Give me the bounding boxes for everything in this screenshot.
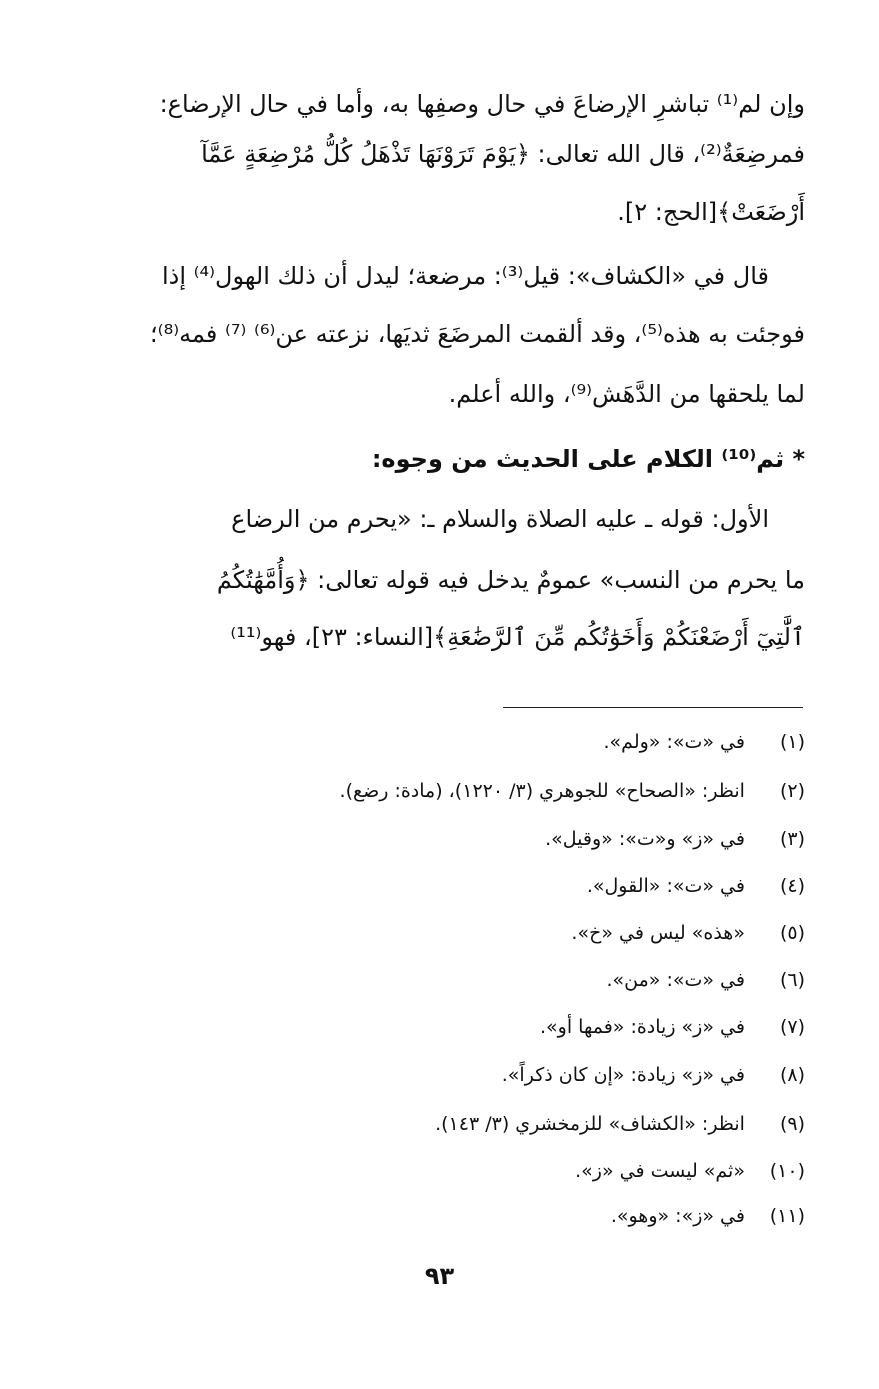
footnote-text: «هذه» ليس في «خ». [571,922,745,944]
footnote-number: (٦) [779,969,805,991]
footnote-number: (١١) [769,1205,805,1227]
footnote-number: (٣) [779,828,805,850]
footnote-text: في «ت»: «ولم». [603,731,745,753]
footnote-11 [77,1201,805,1231]
page-number: ٩٣ [424,1262,455,1290]
body-line-5: فوجئت به هذه⁽⁵⁾، وقد ألقمت المرضَعَ ثديَها، نزعته عن⁽⁶⁾ ⁽⁷⁾ فمه⁽⁸⁾؛ [150,320,805,348]
footnote-number: (٧) [779,1016,805,1038]
footnote-number: (١) [779,731,805,753]
footnote-number: (١٠) [769,1160,805,1182]
footnote-text: في «ز» زيادة: «إن كان ذكراً». [501,1064,745,1086]
section-heading: * ثم⁽¹⁰⁾ الكلام على الحديث من وجوه: [371,445,805,473]
footnote-number: (٢) [779,780,805,802]
body-line-6: لما يلحقها من الدَّهَش⁽⁹⁾، والله أعلم. [448,380,805,408]
footnote-9 [77,1109,805,1139]
footnote-text: في «ت»: «من». [606,969,745,991]
body-line-3: أَرْضَعَتْ﴾[الحج: ٢]. [617,198,805,226]
body-line-9: ما يحرم من النسب» عمومٌ يدخل فيه قوله تعالى: ﴿وَأُمَّهَٰتُكُمُ [216,566,805,594]
footnote-8 [77,1060,805,1090]
body-line-10: ٱلَّٰتِيٓ أَرْضَعْنَكُمْ وَأَخَوَٰتُكُم مِّنَ ٱلرَّضَٰعَةِ﴾[النساء: ٢٣]، فهو⁽¹¹⁾ [230,623,805,651]
footnote-2 [77,776,805,806]
footnote-number: (٥) [779,922,805,944]
footnote-4 [77,871,805,901]
body-line-4: قال في «الكشاف»: قيل⁽³⁾: مرضعة؛ ليدل أن ذلك الهول⁽⁴⁾ إذا [161,262,769,290]
footnote-text: في «ز» زيادة: «فمها أو». [540,1016,745,1038]
footnote-text: في «ز» و«ت»: «وقيل». [545,828,745,850]
footnote-5 [77,918,805,948]
body-line-8: الأول: قوله ـ عليه الصلاة والسلام ـ: «يحرم من الرضاع [231,505,769,533]
footnote-7 [77,1012,805,1042]
footnote-text: في «ز»: «وهو». [610,1205,745,1227]
footnote-text: «ثم» ليست في «ز». [575,1160,745,1182]
footnote-number: (٩) [779,1113,805,1135]
body-line-2: فمرضِعَةٌ⁽²⁾، قال الله تعالى: ﴿يَوْمَ تَرَوْنَهَا تَذْهَلُ كُلُّ مُرْضِعَةٍ عَمَّآ [201,140,805,168]
footnote-3 [77,824,805,854]
footnote-number: (٨) [779,1064,805,1086]
footnote-text: انظر: «الصحاح» للجوهري (٣/ ١٢٢٠)، (مادة: رضع). [339,780,745,802]
footnote-1 [77,727,805,757]
footnote-separator [503,707,803,708]
footnote-number: (٤) [779,875,805,897]
footnote-text: في «ت»: «القول». [586,875,745,897]
footnote-6 [77,965,805,995]
body-line-1: وإن لم⁽¹⁾ تباشرِ الإرضاعَ في حال وصفِها به، وأما في حال الإرضاع: [159,90,805,118]
footnote-text: انظر: «الكشاف» للزمخشري (٣/ ١٤٣). [435,1113,745,1135]
footnote-10 [77,1156,805,1186]
